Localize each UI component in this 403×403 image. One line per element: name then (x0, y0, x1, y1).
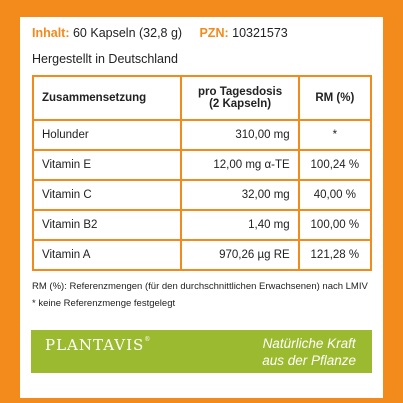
content-value: 60 Kapseln (32,8 g) (72, 26, 183, 40)
ingredient-amount: 310,00 mg (181, 120, 298, 150)
slogan-line2: aus der Pflanze (262, 353, 356, 368)
ingredient-amount: 32,00 mg (181, 180, 298, 210)
brand-slogan (262, 335, 356, 369)
ingredient-name: Vitamin A (33, 240, 181, 270)
ingredient-name: Vitamin B2 (33, 210, 181, 240)
ingredient-rm: 40,00 % (299, 180, 371, 210)
table-row (33, 210, 371, 240)
ingredient-amount: 1,40 mg (181, 210, 298, 240)
ingredient-rm: 100,24 % (299, 150, 371, 180)
header-dose-line2: (2 Kapseln) (209, 98, 272, 110)
star-footnote: * keine Referenzmenge festgelegt (32, 298, 176, 309)
header-dose-line1: pro Tagesdosis (197, 86, 283, 98)
brand-banner (31, 330, 372, 373)
ingredient-rm: 100,00 % (299, 210, 371, 240)
ingredient-rm: 121,28 % (299, 240, 371, 270)
ingredient-name: Holunder (33, 120, 181, 150)
brand-name: PLANTAVIS (45, 336, 145, 354)
pzn-label: PZN: (199, 26, 229, 40)
ingredient-amount: 970,26 µg RE (181, 240, 298, 270)
content-label: Inhalt: (32, 26, 70, 40)
header-composition: Zusammensetzung (33, 76, 181, 120)
nutrition-table (32, 75, 372, 271)
table-row (33, 120, 371, 150)
origin-text: Hergestellt in Deutschland (32, 52, 178, 66)
ingredient-amount: 12,00 mg α-TE (181, 150, 298, 180)
table-row (33, 180, 371, 210)
content-line (32, 26, 288, 40)
rm-footnote: RM (%): Referenzmengen (für den durchschnittlichen Erwachsenen) nach LMIV (32, 281, 368, 292)
product-info-card (20, 17, 383, 398)
table-row (33, 150, 371, 180)
table-row (33, 240, 371, 270)
ingredient-name: Vitamin C (33, 180, 181, 210)
header-rm: RM (%) (299, 76, 371, 120)
ingredient-name: Vitamin E (33, 150, 181, 180)
slogan-line1: Natürliche Kraft (262, 336, 356, 351)
registered-mark-icon: ® (144, 336, 152, 343)
table-header-row (33, 76, 371, 120)
plantavis-logo (45, 336, 151, 354)
ingredient-rm: * (299, 120, 371, 150)
header-daily-dose (181, 76, 298, 120)
pzn-value: 10321573 (232, 26, 288, 40)
